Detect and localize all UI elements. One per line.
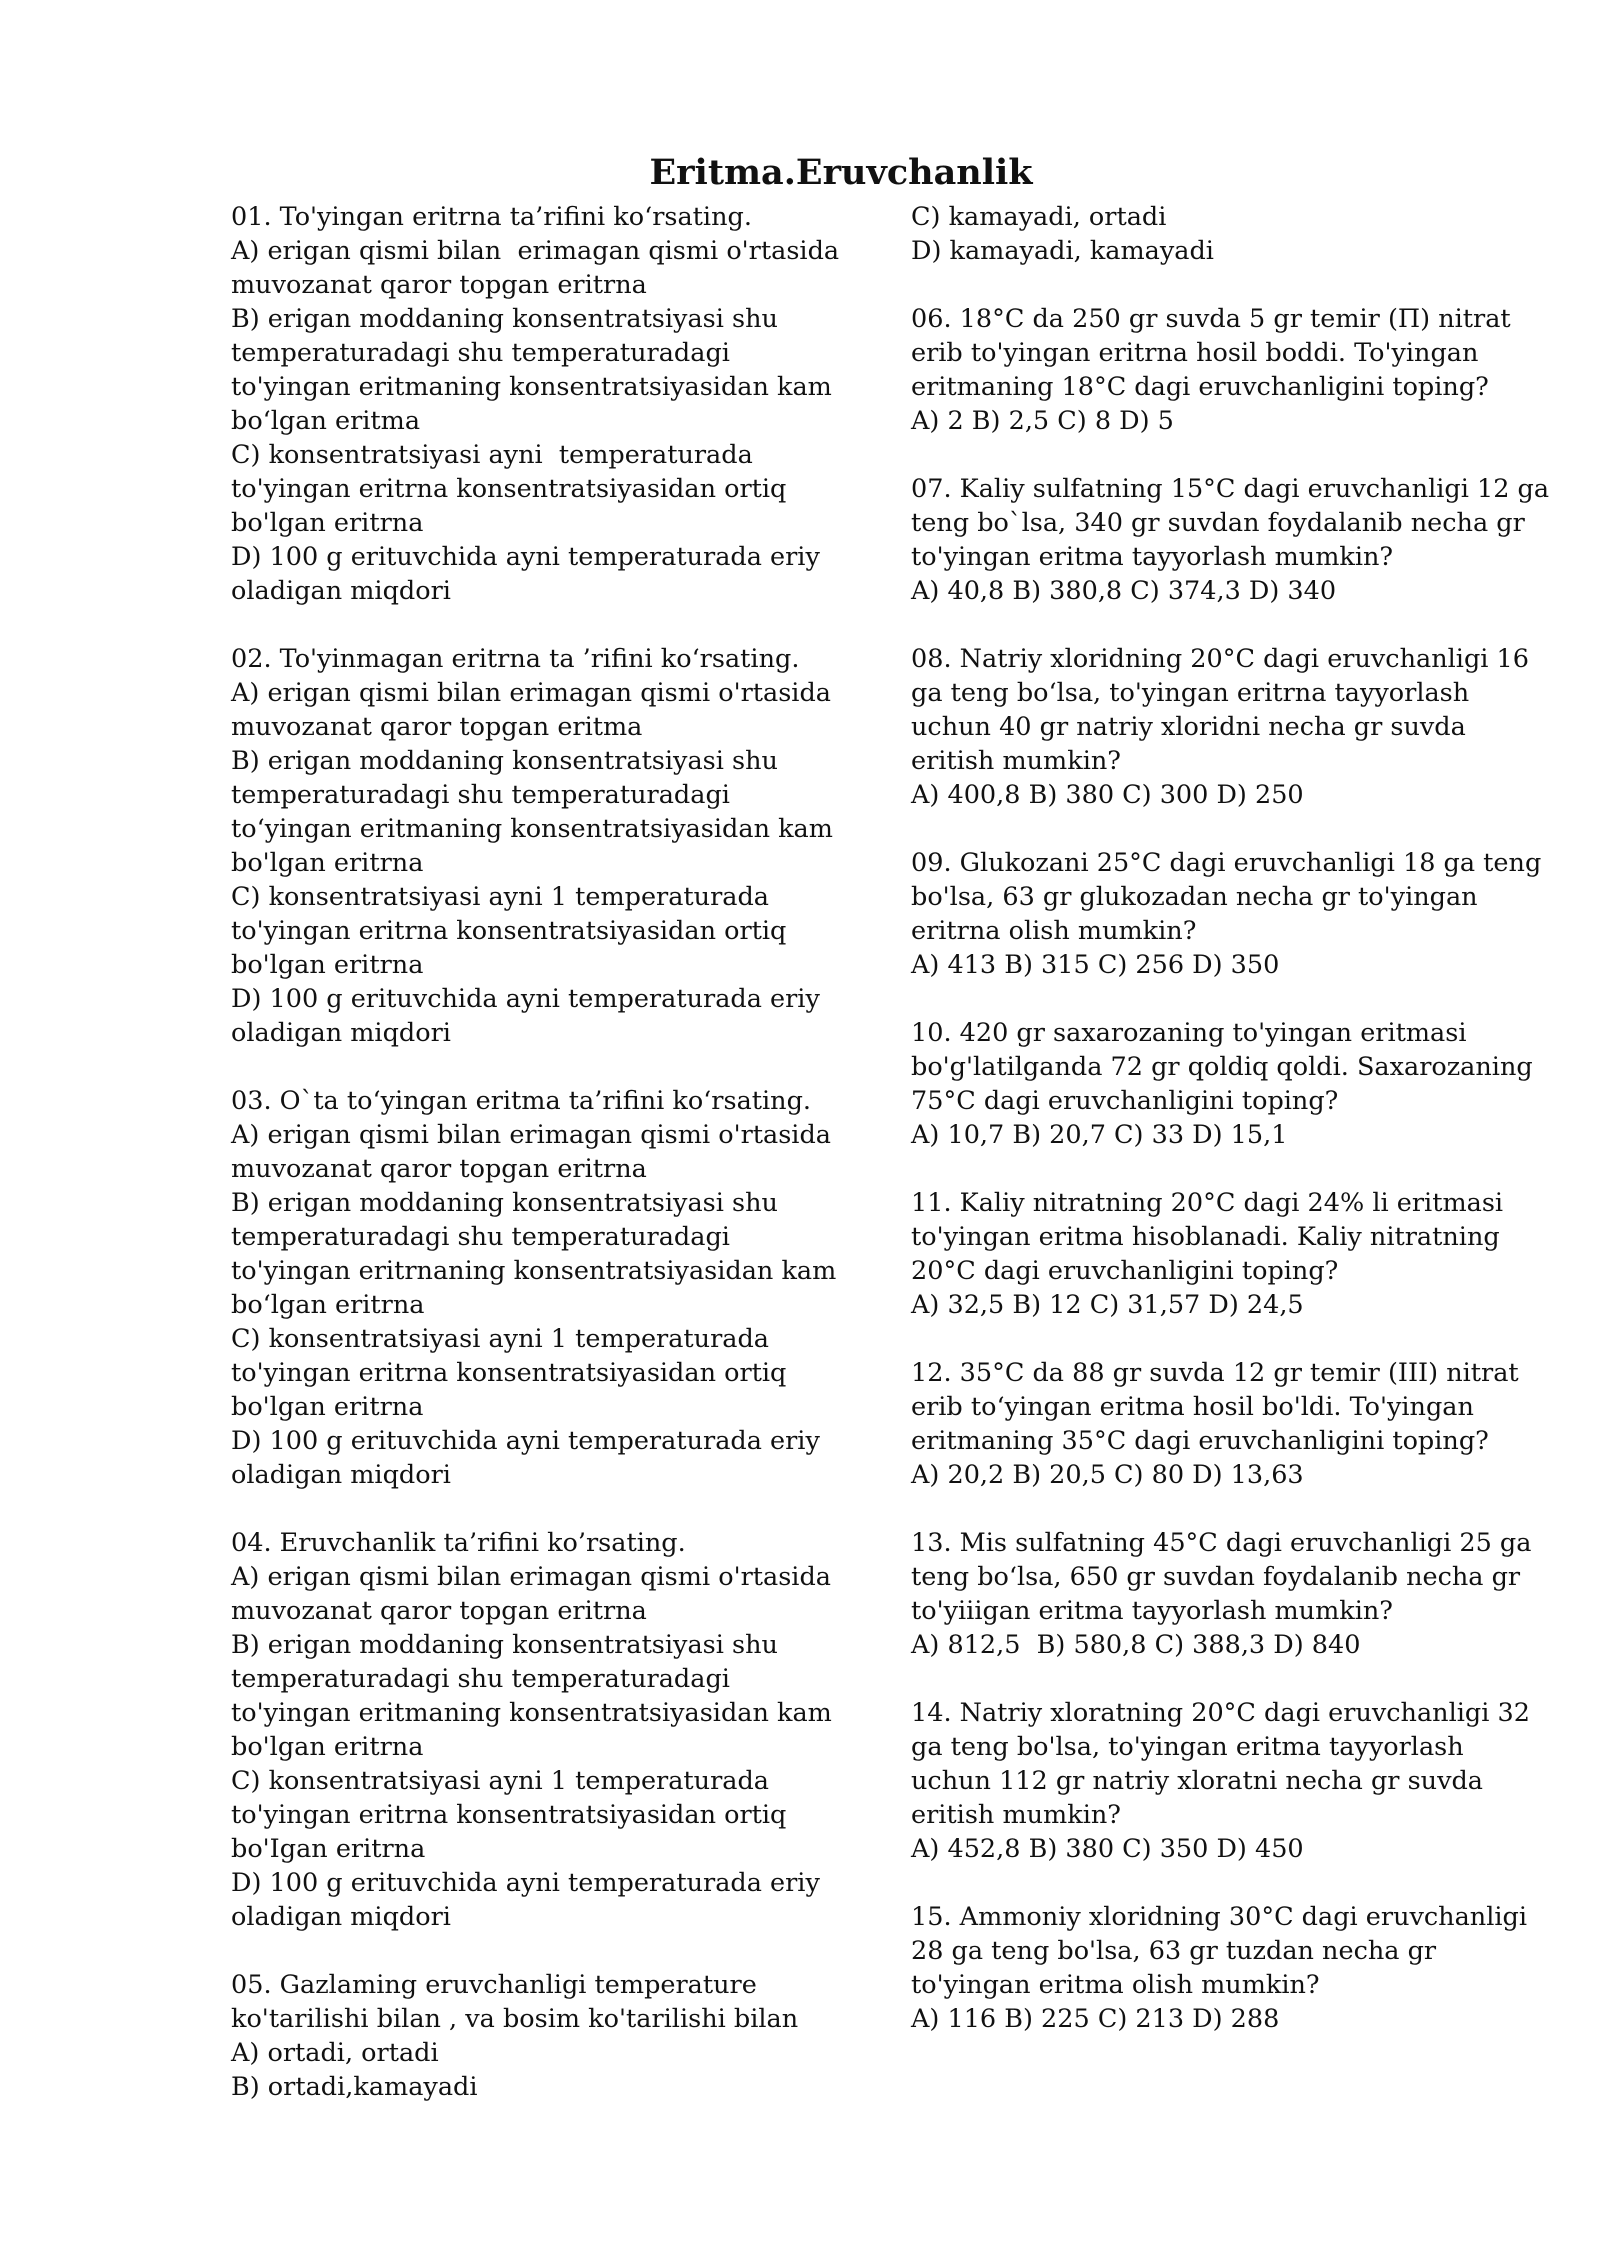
text-line: teng bo‘lsa, 650 gr suvdan foydalanib necha gr <box>911 1562 1521 1592</box>
text-line: bo'lgan eritrna <box>231 508 424 538</box>
text-line: A) 10,7 B) 20,7 C) 33 D) 15,1 <box>911 1120 1288 1150</box>
text-line: C) kamayadi, ortadi <box>911 202 1167 232</box>
text-line: 15. Ammoniy xloridning 30°C dagi eruvchanligi <box>911 1902 1528 1932</box>
text-line: A) 812,5 B) 580,8 C) 388,3 D) 840 <box>911 1630 1361 1660</box>
text-line: 12. 35°C da 88 gr suvda 12 gr temir (III) nitrat <box>911 1358 1519 1388</box>
text-line: bo'Igan eritrna <box>231 1834 426 1864</box>
blank-line <box>911 812 1551 846</box>
text-line: 04. Eruvchanlik ta’rifini ko’rsating. <box>231 1528 686 1558</box>
text-line: to'yingan eritma hisoblanadi. Kaliy nitratning <box>911 1222 1500 1252</box>
text-line: bo'lgan eritrna <box>231 1392 424 1422</box>
text-line: 14. Natriy xloratning 20°C dagi eruvchanligi 32 <box>911 1698 1530 1728</box>
blank-line <box>231 1050 871 1084</box>
text-line: 05. Gazlaming eruvchanligi temperature <box>231 1970 757 2000</box>
text-line: A) 400,8 B) 380 C) 300 D) 250 <box>911 780 1304 810</box>
text-line: oladigan miqdori <box>231 1460 451 1490</box>
text-line: eritish mumkin? <box>911 1800 1121 1830</box>
text-line: bo'lsa, 63 gr glukozadan necha gr to'yingan <box>911 882 1478 912</box>
text-line: bo'lgan eritrna <box>231 848 424 878</box>
text-line: to'yingan eritrna konsentratsiyasidan ortiq <box>231 474 787 504</box>
text-line: bo'g'latilganda 72 gr qoldiq qoldi. Saxarozaning <box>911 1052 1533 1082</box>
text-line: oladigan miqdori <box>231 1902 451 1932</box>
text-line: B) erigan moddaning konsentratsiyasi shu <box>231 1188 778 1218</box>
text-line: ga teng bo'lsa, to'yingan eritma tayyorlash <box>911 1732 1464 1762</box>
text-line: 02. To'yinmagan eritrna ta ’rifini ko‘rsating. <box>231 644 800 674</box>
text-line: 03. O`ta to‘yingan eritma ta’rifini ko‘rsating. <box>231 1086 812 1116</box>
text-line: to'yingan eritrna konsentratsiyasidan ortiq <box>231 1800 787 1830</box>
text-line: 11. Kaliy nitratning 20°C dagi 24% li eritmasi <box>911 1188 1504 1218</box>
text-line: bo‘lgan eritma <box>231 406 421 436</box>
text-line: bo‘lgan eritrna <box>231 1290 425 1320</box>
text-line: 20°C dagi eruvchanligini toping? <box>911 1256 1339 1286</box>
text-line: muvozanat qaror topgan eritrna <box>231 1596 647 1626</box>
text-line: 09. Glukozani 25°C dagi eruvchanligi 18 ga teng <box>911 848 1542 878</box>
text-line: oladigan miqdori <box>231 576 451 606</box>
text-line: A) 20,2 B) 20,5 C) 80 D) 13,63 <box>911 1460 1304 1490</box>
text-line: erib to'yingan eritrna hosil boddi. To'yingan <box>911 338 1479 368</box>
text-line: B) erigan moddaning konsentratsiyasi shu <box>231 746 778 776</box>
text-line: D) 100 g erituvchida ayni temperaturada eriy <box>231 1426 820 1456</box>
text-line: uchun 40 gr natriy xloridni necha gr suvda <box>911 712 1466 742</box>
text-line: to'yingan eritmaning konsentratsiyasidan kam <box>231 1698 832 1728</box>
text-line: eritrna olish mumkin? <box>911 916 1197 946</box>
text-line: temperaturadagi shu temperaturadagi <box>231 1222 730 1252</box>
blank-line <box>911 1152 1551 1186</box>
text-line: 28 ga teng bo'lsa, 63 gr tuzdan necha gr <box>911 1936 1437 1966</box>
blank-line <box>231 1492 871 1526</box>
text-line: to'yingan eritmaning konsentratsiyasidan kam <box>231 372 832 402</box>
blank-line <box>911 1662 1551 1696</box>
text-line: 13. Mis sulfatning 45°C dagi eruvchanligi 25 ga <box>911 1528 1532 1558</box>
text-line: A) erigan qismi bilan erimagan qismi o'rtasida <box>231 1562 831 1592</box>
text-line: D) 100 g erituvchida ayni temperaturada eriy <box>231 984 820 1014</box>
text-line: B) erigan moddaning konsentratsiyasi shu <box>231 304 778 334</box>
text-line: A) erigan qismi bilan erimagan qismi o'rtasida <box>231 1120 831 1150</box>
text-line: to'yingan eritma tayyorlash mumkin? <box>911 542 1394 572</box>
text-line: 07. Kaliy sulfatning 15°C dagi eruvchanligi 12 ga <box>911 474 1550 504</box>
text-line: 75°C dagi eruvchanligini toping? <box>911 1086 1339 1116</box>
text-line: D) 100 g erituvchida ayni temperaturada eriy <box>231 1868 820 1898</box>
text-line: A) erigan qismi bilan erimagan qismi o'rtasida <box>231 236 840 266</box>
blank-line <box>911 982 1551 1016</box>
text-line: bo'lgan eritrna <box>231 950 424 980</box>
text-line: temperaturadagi shu temperaturadagi <box>231 780 730 810</box>
text-line: erib to‘yingan eritma hosil bo'ldi. To'yingan <box>911 1392 1474 1422</box>
text-line: temperaturadagi shu temperaturadagi <box>231 1664 730 1694</box>
text-line: 08. Natriy xloridning 20°C dagi eruvchanligi 16 <box>911 644 1529 674</box>
blank-line <box>911 438 1551 472</box>
text-line: 06. 18°C da 250 gr suvda 5 gr temir (П) nitrat <box>911 304 1511 334</box>
text-line: to'yingan eritma olish mumkin? <box>911 1970 1320 2000</box>
text-line: C) konsentratsiyasi ayni 1 temperaturada <box>231 1766 770 1796</box>
text-line: A) 32,5 B) 12 C) 31,57 D) 24,5 <box>911 1290 1304 1320</box>
text-line: C) konsentratsiyasi ayni 1 temperaturada <box>231 882 770 912</box>
text-line: oladigan miqdori <box>231 1018 451 1048</box>
text-line: eritmaning 18°C dagi eruvchanligini toping? <box>911 372 1489 402</box>
right-column <box>911 200 1551 2036</box>
text-line: to‘yingan eritmaning konsentratsiyasidan kam <box>231 814 833 844</box>
text-line: to'yingan eritrnaning konsentratsiyasidan kam <box>231 1256 837 1286</box>
text-line: ko'tarilishi bilan , va bosim ko'tarilishi bilan <box>231 2004 799 2034</box>
text-line: to'yingan eritrna konsentratsiyasidan ortiq <box>231 1358 787 1388</box>
text-line: 01. To'yingan eritrna ta’rifini ko‘rsating. <box>231 202 752 232</box>
text-line: C) konsentratsiyasi ayni 1 temperaturada <box>231 1324 770 1354</box>
text-line: eritish mumkin? <box>911 746 1121 776</box>
blank-line <box>911 608 1551 642</box>
text-line: D) 100 g erituvchida ayni temperaturada eriy <box>231 542 820 572</box>
text-line: B) erigan moddaning konsentratsiyasi shu <box>231 1630 778 1660</box>
left-column <box>231 200 871 2104</box>
text-line: uchun 112 gr natriy xloratni necha gr suvda <box>911 1766 1484 1796</box>
blank-line <box>231 1934 871 1968</box>
text-line: 10. 420 gr saxarozaning to'yingan eritmasi <box>911 1018 1467 1048</box>
text-line: A) 452,8 B) 380 C) 350 D) 450 <box>911 1834 1304 1864</box>
page-title: Eritma.Eruvchanlik <box>649 152 1033 193</box>
blank-line <box>911 1492 1551 1526</box>
blank-line <box>231 608 871 642</box>
blank-line <box>911 1866 1551 1900</box>
text-line: A) 413 B) 315 C) 256 D) 350 <box>911 950 1280 980</box>
text-line: A) erigan qismi bilan erimagan qismi o'rtasida <box>231 678 831 708</box>
text-line: bo'lgan eritrna <box>231 1732 424 1762</box>
text-line: A) 2 B) 2,5 C) 8 D) 5 <box>911 406 1174 436</box>
text-line: muvozanat qaror topgan eritrna <box>231 1154 647 1184</box>
text-line: muvozanat qaror topgan eritrna <box>231 270 647 300</box>
text-line: D) kamayadi, kamayadi <box>911 236 1214 266</box>
text-line: teng bo`lsa, 340 gr suvdan foydalanib necha gr <box>911 508 1525 538</box>
text-line: ga teng bo‘lsa, to'yingan eritrna tayyorlash <box>911 678 1470 708</box>
text-line: to'yingan eritrna konsentratsiyasidan ortiq <box>231 916 787 946</box>
text-line: eritmaning 35°C dagi eruvchanligini toping? <box>911 1426 1489 1456</box>
text-line: A) ortadi, ortadi <box>231 2038 439 2068</box>
text-line: A) 40,8 B) 380,8 C) 374,3 D) 340 <box>911 576 1337 606</box>
text-line: B) ortadi,kamayadi <box>231 2072 478 2102</box>
text-line: C) konsentratsiyasi ayni temperaturada <box>231 440 753 470</box>
blank-line <box>911 268 1551 302</box>
text-line: A) 116 B) 225 C) 213 D) 288 <box>911 2004 1280 2034</box>
text-line: temperaturadagi shu temperaturadagi <box>231 338 730 368</box>
text-line: to'yiiigan eritma tayyorlash mumkin? <box>911 1596 1393 1626</box>
text-line: muvozanat qaror topgan eritma <box>231 712 643 742</box>
blank-line <box>911 1322 1551 1356</box>
